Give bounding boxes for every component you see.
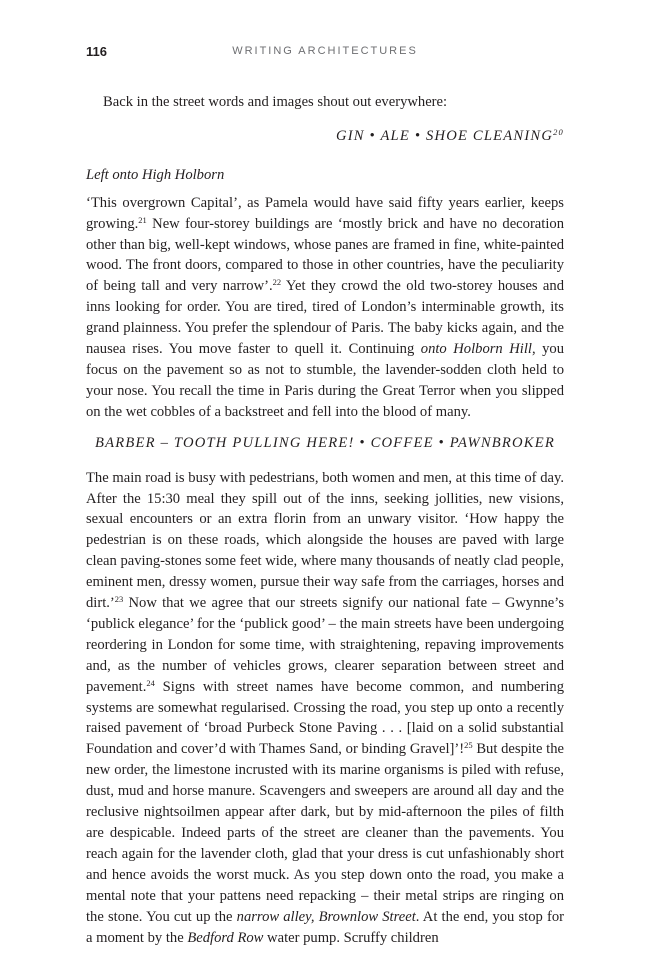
- text-run: , you focus on the pavement so as not to stumble, the lavender-sodden cloth held to your nose. You recall the time in Paris during the Great Terror when you slipped on the wet cobbles of a backstreet and fell into the blood of many.: [86, 341, 565, 420]
- footnote-ref-24: 24: [146, 677, 155, 688]
- running-title: WRITING ARCHITECTURES: [232, 45, 418, 57]
- text-run: Now that we agree that our streets signify our national fate – Gwynne’s ‘publick elegance’ for the ‘publick good’ – the main streets have been undergoing reordering in London for some time, with straightening, repaving improvements and, as the number of vehicles grows, clearer separation between street and pavement.: [86, 595, 564, 695]
- text-run: ‘This overgrown Capital’, as Pamela would have said fifty years earlier, keeps growing.: [86, 194, 564, 232]
- page-number: 116: [86, 44, 107, 59]
- street-sign-1-text: GIN • ALE • SHOE CLEANING: [335, 127, 554, 144]
- street-sign-2: BARBER – TOOTH PULLING HERE! • COFFEE • PAWNBROKER: [95, 434, 555, 451]
- italic-run: narrow alley, Brownlow Street: [236, 908, 416, 925]
- street-sign-1: [86, 126, 564, 147]
- text-run: Signs with street names have become common, and numbering systems are somewhat regularised. Crossing the road, you step up onto a recently raised pavement of ‘broad Purbeck Stone Paving . . . [laid on a solid substantial Foundation and cover’d with Thames Sand, or binding Gravel]’!: [86, 678, 564, 758]
- text-run: The main road is busy with pedestrians, both women and men, at this time of day. After the 15:30 meal they spill out of the inns, seeking jollities, new visions, sexual encounters or an extra florin from an unwary visitor. ‘How happy the pedestrian is on these roads, which alongside the houses are paved with large clean paving-stones some feet wide, where many thousands of neatly clad people, eminent men, dressy women, pursue their way safe from the carriages, horses and dirt.’: [86, 469, 564, 612]
- section-subheading: Left onto High Holborn: [86, 166, 225, 183]
- footnote-ref-20: 20: [553, 126, 564, 137]
- footnote-ref-23: 23: [114, 594, 124, 605]
- text-run: New four-storey buildings are ‘mostly brick and have no decoration other than big, well-kept windows, whose panes are framed in fine, white-painted wood. The front doors, compared to those in other countries, have the peculiarity of being tall and very narrow’.: [86, 215, 564, 295]
- footnote-ref-25: 25: [464, 740, 473, 751]
- page-header: [86, 44, 564, 64]
- text-run: But despite the new order, the limestone incrusted with its marine organisms is piled with refuse, dust, mud and horse manure. Scavengers and sweepers are around all day and the reclusive nightsoilmen appear after dark, but by mid-afternoon the piles of filth are despicable. Indeed parts of the street are cleaner than the pavements. You reach again for the lavender cloth, glad that your dress is cut unfashionably short and hence avoids the worst muck. As you step down onto the road, you make a mental note that your pattens need repacking – their metal strips are ringing on the stone. You cut up the: [86, 741, 564, 925]
- text-run: Yet they crowd the old two-storey houses and inns looking for order. You are tired, tired of London’s interminable growth, its grand plainness. You prefer the splendour of Paris. The baby kicks again, and the nausea rises. You move faster to quell it. Continuing: [86, 278, 564, 358]
- footnote-ref-21: 21: [138, 214, 147, 225]
- paragraph-holborn: [86, 193, 564, 423]
- paragraph-intro: Back in the street words and images shout out everywhere:: [103, 94, 448, 110]
- text-run: . At the end, you stop for a moment by the: [86, 908, 564, 946]
- italic-run: Bedford Row: [187, 929, 264, 946]
- italic-run: onto Holborn Hill: [420, 341, 532, 358]
- text-run: water pump. Scruffy children: [263, 929, 439, 946]
- footnote-ref-22: 22: [272, 277, 282, 288]
- paragraph-main-road: [86, 468, 564, 949]
- body-text: [86, 92, 564, 948]
